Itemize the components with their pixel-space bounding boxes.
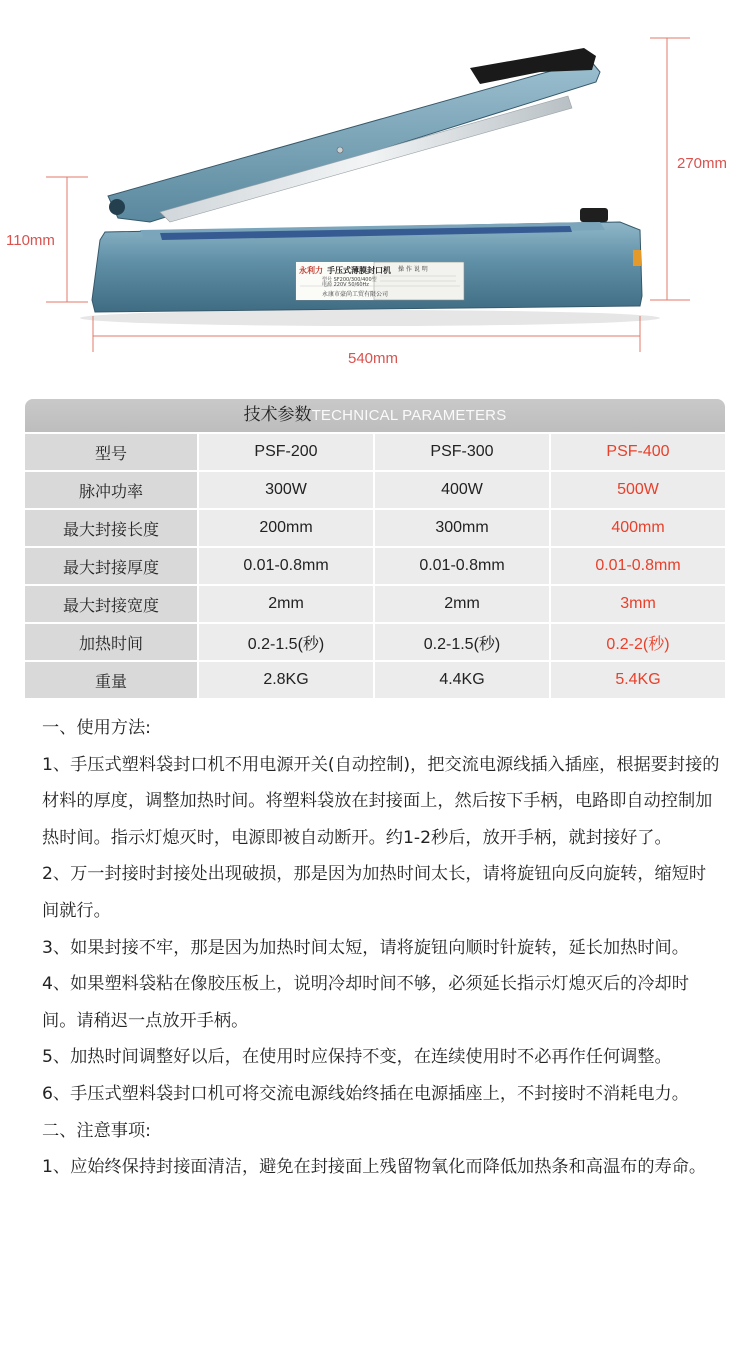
notes-item: 1、应始终保持封接面清洁，避免在封接面上残留物氧化而降低加热条和高温布的寿命。	[42, 1157, 707, 1178]
spec-cell: 2mm	[199, 586, 373, 622]
spec-title-cn: 技术参数	[243, 405, 312, 425]
usage-item: 2、万一封接时封接处出现破损，那是因为加热时间太长，请将旋钮向反向旋转，缩短时间就行。	[42, 864, 707, 921]
spec-row-label: 最大封接厚度	[25, 548, 197, 584]
spec-cell: 0.2-2(秒)	[551, 624, 725, 660]
spec-cell: 300W	[199, 472, 373, 508]
spec-row-label: 最大封接长度	[25, 510, 197, 546]
spec-row-label: 型号	[25, 434, 197, 470]
usage-item: 6、手压式塑料袋封口机可将交流电源线始终插在电源插座上，不封接时不消耗电力。	[42, 1083, 689, 1104]
spec-row	[25, 472, 725, 508]
spec-table-title	[25, 399, 725, 432]
spec-cell: 0.01-0.8mm	[199, 548, 373, 584]
label-title: 手压式薄膜封口机	[327, 266, 391, 275]
spec-cell: 0.2-1.5(秒)	[375, 624, 549, 660]
label-power: 电源 220V 50/60Hz	[322, 282, 369, 288]
timer-knob	[633, 250, 641, 266]
spec-row	[25, 510, 725, 546]
spec-cell: PSF-300	[375, 434, 549, 470]
spec-row	[25, 662, 725, 698]
impulse-sealer-illustration	[0, 0, 750, 385]
spec-row-label: 脉冲功率	[25, 472, 197, 508]
spec-cell: 400mm	[551, 510, 725, 546]
label-brand: 永利力	[299, 266, 323, 275]
usage-item: 3、如果封接不牢，那是因为加热时间太短，请将旋钮向顺时针旋转，延长加热时间。	[42, 937, 689, 958]
product-hero	[0, 0, 750, 385]
label-instructions-title: 操 作 说 明	[398, 266, 428, 273]
depth-dimension: 110mm	[6, 232, 55, 249]
usage-item: 1、手压式塑料袋封口机不用电源开关(自动控制)，把交流电源线插入插座，根据要封接的材料的厚度，调整加热时间。将塑料袋放在封接面上，然后按下手柄，电路即自动控制加热时间。指示灯熄灭时，电源即被自动断开。约1-2秒后，放开手柄，就封接好了。	[42, 754, 720, 848]
spec-cell: PSF-400	[551, 434, 725, 470]
notes-heading: 二、注意事项:	[42, 1120, 151, 1141]
spec-cell: PSF-200	[199, 434, 373, 470]
usage-item: 5、加热时间调整好以后，在使用时应保持不变，在连续使用时不必再作任何调整。	[42, 1047, 672, 1068]
spec-cell: 500W	[551, 472, 725, 508]
spec-cell: 5.4KG	[551, 662, 725, 698]
width-dimension: 540mm	[348, 350, 399, 367]
spec-row-label: 最大封接宽度	[25, 586, 197, 622]
spec-cell: 2.8KG	[199, 662, 373, 698]
spec-cell: 0.2-1.5(秒)	[199, 624, 373, 660]
spec-title-en: TECHNICAL PARAMETERS	[311, 407, 507, 424]
spec-row	[25, 434, 725, 470]
spec-cell: 0.01-0.8mm	[551, 548, 725, 584]
spec-row-label: 重量	[25, 662, 197, 698]
spec-row	[25, 586, 725, 622]
height-dimension: 270mm	[677, 155, 728, 172]
instructions	[42, 710, 722, 1186]
spec-cell: 300mm	[375, 510, 549, 546]
usage-heading: 一、使用方法:	[42, 718, 151, 738]
spec-row	[25, 624, 725, 660]
spec-table	[23, 432, 727, 700]
spec-table-container	[25, 399, 725, 700]
spec-cell: 3mm	[551, 586, 725, 622]
spec-cell: 400W	[375, 472, 549, 508]
label-model: 型号 SF200/300/400型	[322, 277, 377, 283]
usage-item: 4、如果塑料袋粘在像胶压板上，说明冷却时间不够，必须延长指示灯熄灭后的冷却时间。请稍迟一点放开手柄。	[42, 974, 689, 1031]
spec-row	[25, 548, 725, 584]
label-maker: 永康市豪尚工贸有限公司	[322, 291, 389, 298]
spec-cell: 2mm	[375, 586, 549, 622]
handle-grip-end	[580, 208, 608, 222]
spec-cell: 200mm	[199, 510, 373, 546]
spec-cell: 0.01-0.8mm	[375, 548, 549, 584]
spec-row-label: 加热时间	[25, 624, 197, 660]
spec-cell: 4.4KG	[375, 662, 549, 698]
